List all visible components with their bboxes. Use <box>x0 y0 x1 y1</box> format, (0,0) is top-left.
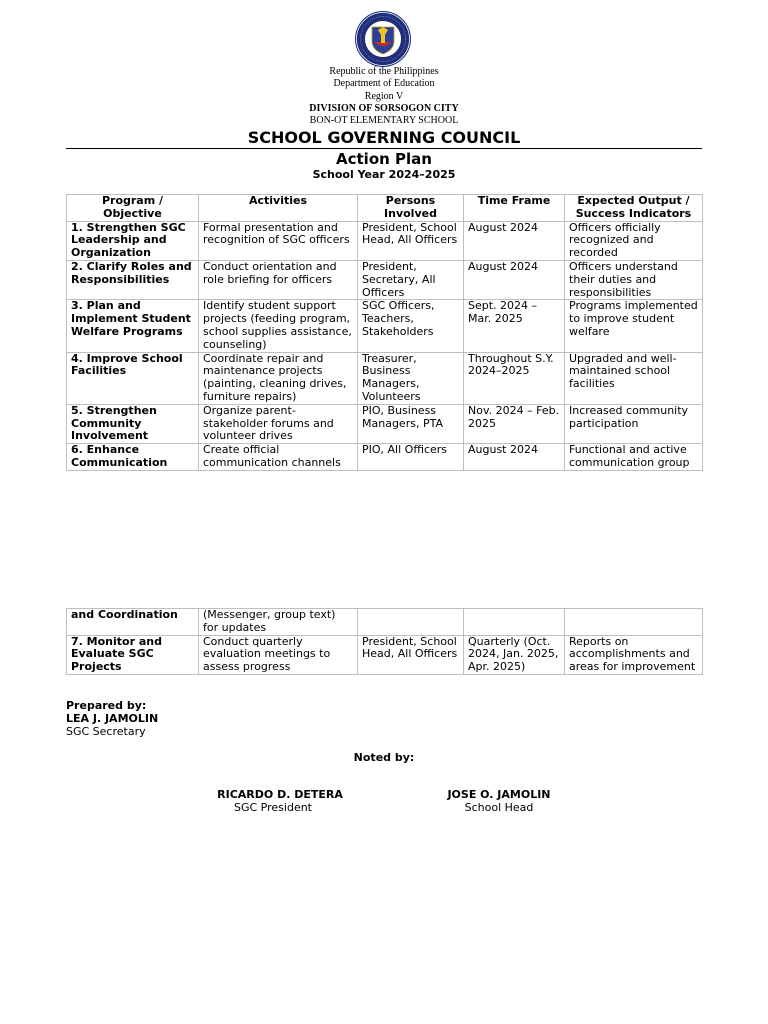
objective-cell: 7. Monitor and Evaluate SGC Projects <box>67 635 199 674</box>
activity-cell: Create official communication channels <box>199 444 358 471</box>
output-cell: Programs implemented to improve student welfare <box>565 300 703 352</box>
noted-signatory-title: SGC President <box>234 801 312 814</box>
noted-signatory-title: School Head <box>464 801 534 814</box>
persons-cell: Treasurer, Business Managers, Volunteers <box>358 352 464 404</box>
timeframe-cell: August 2024 <box>464 260 565 299</box>
action-plan-table-continued <box>66 608 703 675</box>
table-header-row <box>67 195 703 222</box>
table-row <box>67 352 703 404</box>
objective-cell: 2. Clarify Roles and Responsibilities <box>67 260 199 299</box>
column-header: Expected Output / Success Indicators <box>565 195 703 222</box>
output-cell <box>565 609 703 636</box>
activity-cell: Conduct quarterly evaluation meetings to assess progress <box>199 635 358 674</box>
action-plan-table <box>66 194 703 471</box>
school-line: BON-OT ELEMENTARY SCHOOL <box>309 115 459 126</box>
column-header: Activities <box>199 195 358 222</box>
division-line: DIVISION OF SORSOGON CITY <box>309 103 459 114</box>
table-row <box>67 221 703 260</box>
deped-seal-logo <box>354 10 412 68</box>
column-header: Program / Objective <box>67 195 199 222</box>
activity-cell: Identify student support projects (feeding program, school supplies assistance, counseling) <box>199 300 358 352</box>
activity-cell: Formal presentation and recognition of SGC officers <box>199 221 358 260</box>
column-header: Time Frame <box>464 195 565 222</box>
objective-cell: and Coordination <box>67 609 199 636</box>
department-line: Department of Education <box>333 78 435 89</box>
prepared-by-name: LEA J. JAMOLIN <box>66 712 159 725</box>
noted-by-label: Noted by: <box>353 751 415 764</box>
output-cell: Officers understand their duties and responsibilities <box>565 260 703 299</box>
objective-cell: 4. Improve School Facilities <box>67 352 199 404</box>
activity-cell: (Messenger, group text) for updates <box>199 609 358 636</box>
persons-cell: PIO, Business Managers, PTA <box>358 404 464 443</box>
activity-cell: Organize parent-stakeholder forums and volunteer drives <box>199 404 358 443</box>
prepared-by-title: SGC Secretary <box>66 725 146 738</box>
noted-signatory-name: JOSE O. JAMOLIN <box>447 788 551 801</box>
table-row <box>67 444 703 471</box>
persons-cell <box>358 609 464 636</box>
table-row <box>67 260 703 299</box>
timeframe-cell: August 2024 <box>464 221 565 260</box>
output-cell: Reports on accomplishments and areas for improvement <box>565 635 703 674</box>
noted-signatory-name: RICARDO D. DETERA <box>217 788 343 801</box>
council-heading: SCHOOL GOVERNING COUNCIL <box>247 128 521 147</box>
objective-cell: 6. Enhance Communication <box>67 444 199 471</box>
objective-cell: 3. Plan and Implement Student Welfare Programs <box>67 300 199 352</box>
persons-cell: PIO, All Officers <box>358 444 464 471</box>
persons-cell: President, School Head, All Officers <box>358 635 464 674</box>
persons-cell: President, Secretary, All Officers <box>358 260 464 299</box>
persons-cell: SGC Officers, Teachers, Stakeholders <box>358 300 464 352</box>
output-cell: Upgraded and well-maintained school facilities <box>565 352 703 404</box>
republic-line: Republic of the Philippines <box>329 66 439 77</box>
prepared-by-label: Prepared by: <box>66 699 147 712</box>
document-title: Action Plan <box>336 150 432 168</box>
timeframe-cell: Sept. 2024 – Mar. 2025 <box>464 300 565 352</box>
school-year: School Year 2024–2025 <box>312 168 456 181</box>
timeframe-cell: Throughout S.Y. 2024–2025 <box>464 352 565 404</box>
table-row <box>67 300 703 352</box>
timeframe-cell: Nov. 2024 – Feb. 2025 <box>464 404 565 443</box>
objective-cell: 1. Strengthen SGC Leadership and Organization <box>67 221 199 260</box>
table-row <box>67 404 703 443</box>
output-cell: Increased community participation <box>565 404 703 443</box>
table-row <box>67 635 703 674</box>
region-line: Region V <box>364 91 404 102</box>
persons-cell: President, School Head, All Officers <box>358 221 464 260</box>
activity-cell: Conduct orientation and role briefing for officers <box>199 260 358 299</box>
timeframe-cell: Quarterly (Oct. 2024, Jan. 2025, Apr. 2025) <box>464 635 565 674</box>
output-cell: Functional and active communication group <box>565 444 703 471</box>
column-header: Persons Involved <box>358 195 464 222</box>
table-row <box>67 609 703 636</box>
objective-cell: 5. Strengthen Community Involvement <box>67 404 199 443</box>
timeframe-cell <box>464 609 565 636</box>
activity-cell: Coordinate repair and maintenance projects (painting, cleaning drives, furniture repairs) <box>199 352 358 404</box>
output-cell: Officers officially recognized and recorded <box>565 221 703 260</box>
timeframe-cell: August 2024 <box>464 444 565 471</box>
header-divider <box>66 148 702 149</box>
